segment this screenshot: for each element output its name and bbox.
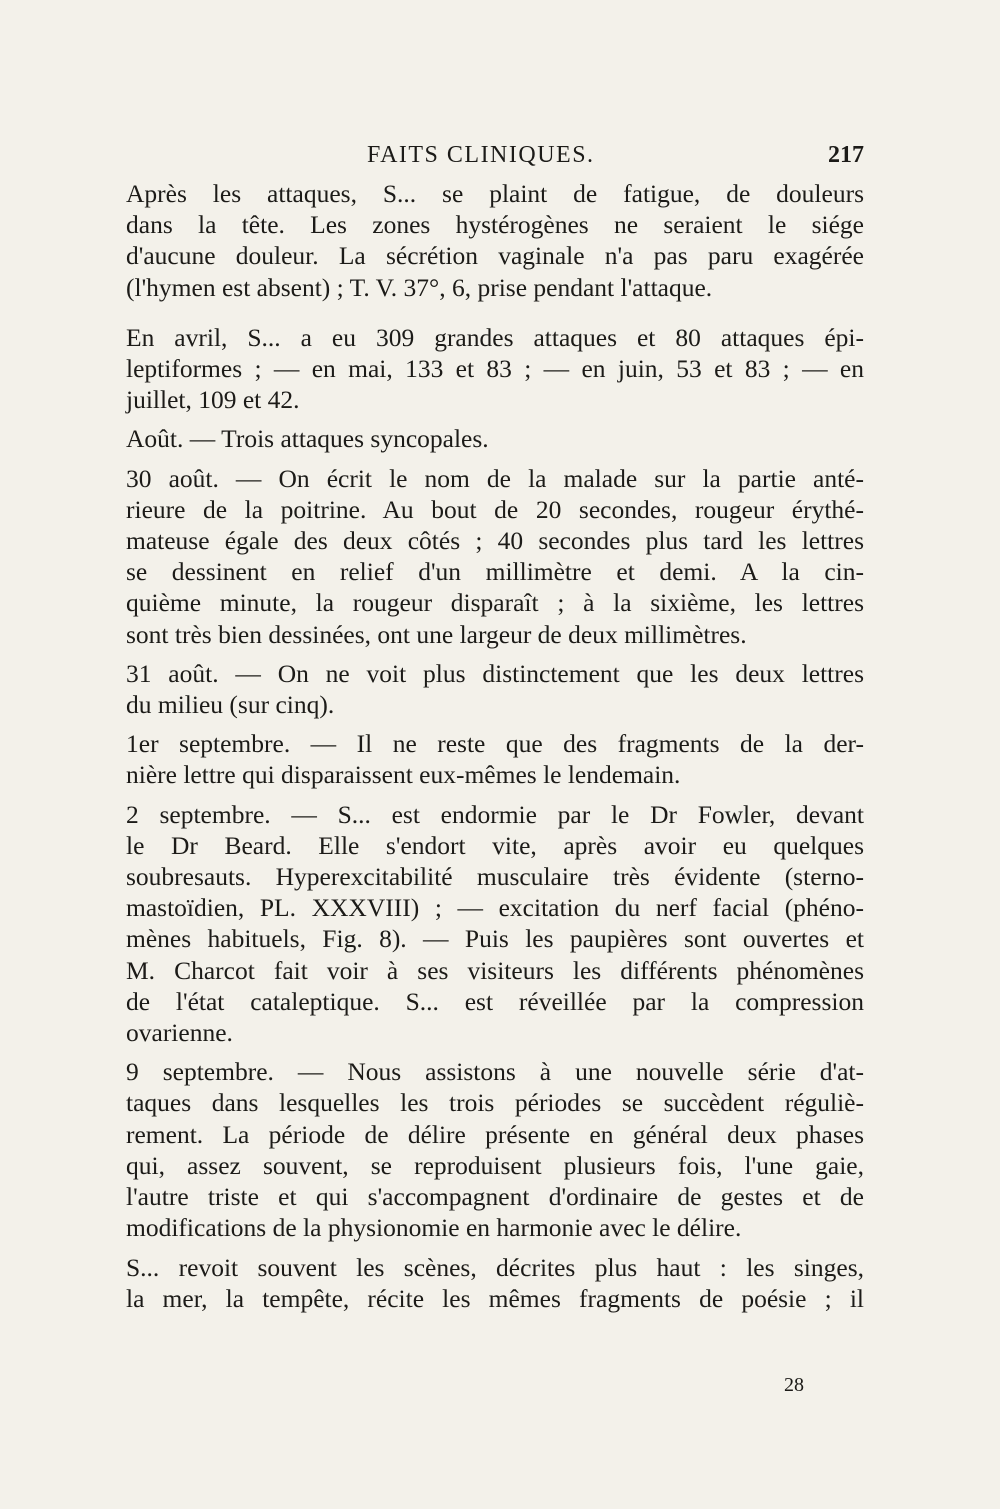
paragraph-2 — [92, 322, 864, 416]
text-line: de l'état cataleptique. S... est réveillée par la compression — [126, 986, 864, 1016]
text-line: rement. La période de délire présente en général deux phases — [126, 1119, 864, 1149]
running-title: FAITS CLINIQUES. — [367, 142, 595, 168]
paragraph-8 — [92, 1056, 864, 1243]
paragraph-3 — [92, 423, 864, 454]
signature-mark: 28 — [784, 1374, 804, 1396]
text-line: rieure de la poitrine. Au bout de 20 secondes, rougeur érythé- — [126, 494, 864, 524]
text-line: mènes habituels, Fig. 8). — Puis les paupières sont ouvertes et — [126, 924, 864, 954]
text-line: En avril, S... a eu 309 grandes attaques et 80 attaques épi- — [126, 322, 864, 352]
text-line: juillet, 109 et 42. — [126, 385, 300, 415]
text-line: M. Charcot fait voir à ses visiteurs les différents phénomènes — [126, 955, 864, 985]
text-line: (l'hymen est absent) ; T. V. 37°, 6, prise pendant l'attaque. — [126, 272, 713, 302]
paragraph-7 — [92, 799, 864, 1049]
paragraph-6 — [92, 728, 864, 790]
text-line: mastoïdien, PL. XXXVIII) ; — excitation du nerf facial (phéno- — [126, 893, 864, 923]
text-line: d'aucune douleur. La sécrétion vaginale n'a pas paru exagérée — [126, 241, 864, 271]
page-number: 217 — [828, 142, 864, 168]
text-line: mateuse égale des deux côtés ; 40 secondes plus tard les lettres — [126, 526, 864, 556]
text-line: 9 septembre. — Nous assistons à une nouvelle série d'at- — [126, 1057, 864, 1087]
text-line: 30 août. — On écrit le nom de la malade sur la partie anté- — [126, 463, 864, 493]
text-line: 1er septembre. — Il ne reste que des fragments de la der- — [126, 729, 864, 759]
text-line: modifications de la physionomie en harmonie avec le délire. — [126, 1213, 742, 1243]
text-line: 2 septembre. — S... est endormie par le Dr Fowler, devant — [126, 799, 864, 829]
text-line: sont très bien dessinées, ont une largeur de deux millimètres. — [126, 619, 747, 649]
paragraph-5 — [92, 658, 864, 720]
text-line: leptiformes ; — en mai, 133 et 83 ; — en juin, 53 et 83 ; — en — [126, 354, 864, 384]
text-line: la mer, la tempête, récite les mêmes fragments de poésie ; il — [126, 1283, 864, 1313]
text-line: du milieu (sur cinq). — [126, 690, 335, 720]
text-line: se dessinent en relief d'un millimètre et demi. A la cin- — [126, 557, 864, 587]
text-line: quième minute, la rougeur disparaît ; à la sixième, les lettres — [126, 588, 864, 618]
text-line: ovarienne. — [126, 1018, 233, 1048]
text-line: l'autre triste et qui s'accompagnent d'ordinaire de gestes et de — [126, 1182, 864, 1212]
text-line: le Dr Beard. Elle s'endort vite, après avoir eu quelques — [126, 830, 864, 860]
paragraph-9 — [92, 1252, 864, 1314]
paragraph-1 — [92, 178, 864, 303]
text-line: soubresauts. Hyperexcitabilité musculaire très évidente (sterno- — [126, 862, 864, 892]
text-line: taques dans lesquelles les trois périodes se succèdent réguliè- — [126, 1088, 864, 1118]
running-head — [92, 138, 864, 178]
text-line: Août. — Trois attaques syncopales. — [126, 424, 489, 454]
text-line: Après les attaques, S... se plaint de fatigue, de douleurs — [126, 179, 864, 208]
page-content — [92, 138, 864, 1314]
text-line: nière lettre qui disparaissent eux-mêmes le lendemain. — [126, 760, 681, 790]
text-line: qui, assez souvent, se reproduisent plusieurs fois, l'une gaie, — [126, 1150, 864, 1180]
text-line: S... revoit souvent les scènes, décrites plus haut : les singes, — [126, 1252, 864, 1282]
text-line: dans la tête. Les zones hystérogènes ne seraient le siége — [126, 210, 864, 240]
text-line: 31 août. — On ne voit plus distinctement que les deux lettres — [126, 658, 864, 688]
paragraph-4 — [92, 463, 864, 650]
